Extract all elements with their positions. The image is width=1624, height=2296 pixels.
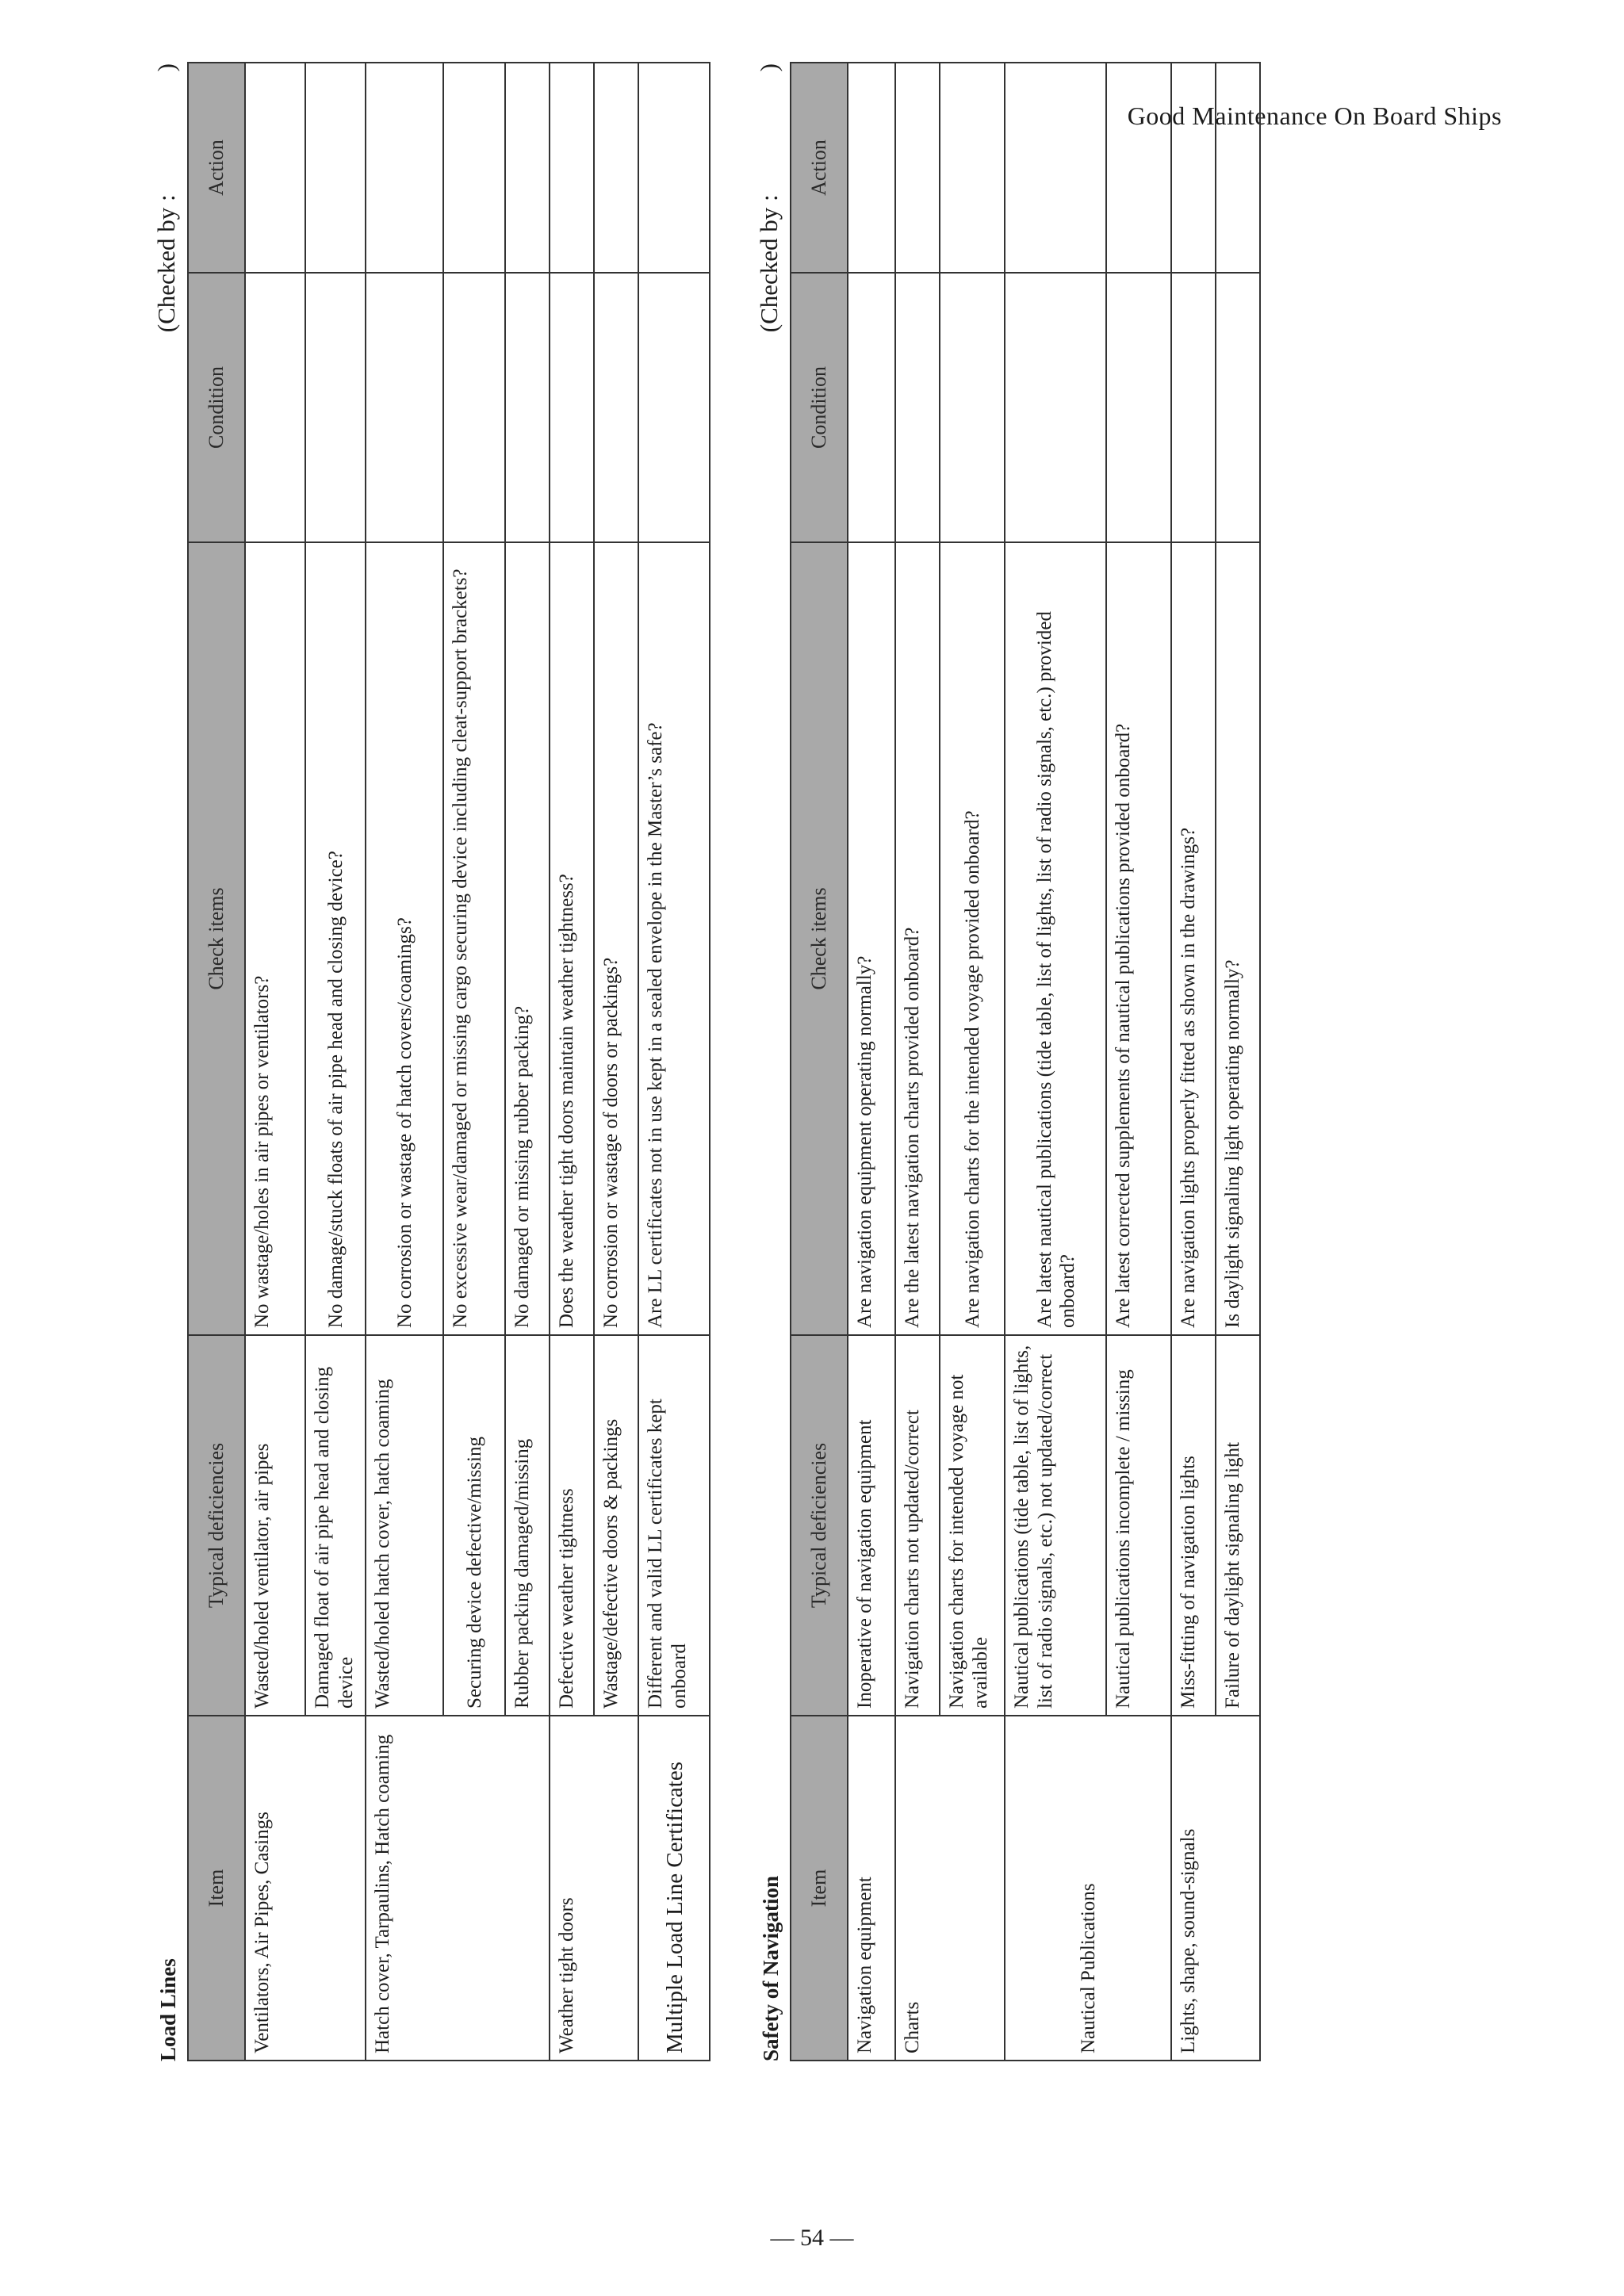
check-cell: Are LL certificates not in use kept in a sealed envelope in the Master’s safe? <box>638 542 710 1335</box>
col-header-deficiencies: Typical deficiencies <box>188 1335 245 1716</box>
item-cell: Navigation equipment <box>848 1716 895 2061</box>
item-cell: Ventilators, Air Pipes, Casings <box>245 1716 366 2061</box>
action-cell[interactable] <box>245 63 305 273</box>
page-number: — 54 — <box>770 2225 854 2251</box>
deficiency-cell: Rubber packing damaged/missing <box>505 1335 550 1716</box>
check-cell: Are navigation charts for the intended voyage provided onboard? <box>940 542 1005 1335</box>
condition-cell[interactable] <box>505 273 550 542</box>
deficiency-cell: Navigation charts for intended voyage not available <box>940 1335 1005 1716</box>
check-cell: Are the latest navigation charts provided onboard? <box>895 542 940 1335</box>
condition-cell[interactable] <box>895 273 940 542</box>
action-cell[interactable] <box>940 63 1005 273</box>
safety-navigation-section <box>745 63 1261 2061</box>
deficiency-cell: Wasted/holed hatch cover, hatch coaming <box>366 1335 443 1716</box>
check-cell: No excessive wear/damaged or missing cargo securing device including cleat-support brackets? <box>443 542 505 1335</box>
table-row <box>848 63 895 2061</box>
item-cell: Lights, shape, sound-signals <box>1171 1716 1260 2061</box>
item-cell: Nautical Publications <box>1005 1716 1171 2061</box>
check-cell: No damage/stuck floats of air pipe head and closing device? <box>305 542 366 1335</box>
col-header-condition: Condition <box>791 273 848 542</box>
action-cell[interactable] <box>1216 63 1260 273</box>
condition-cell[interactable] <box>1005 273 1106 542</box>
table-row <box>1005 63 1106 2061</box>
action-cell[interactable] <box>1106 63 1171 273</box>
condition-cell[interactable] <box>1216 273 1260 542</box>
table-row <box>638 63 710 2061</box>
deficiency-cell: Defective weather tightness <box>550 1335 594 1716</box>
deficiency-cell: Nautical publications (tide table, list of lights, list of radio signals, etc.) not updated/correct <box>1005 1335 1106 1716</box>
check-cell: Are navigation lights properly fitted as shown in the drawings? <box>1171 542 1216 1335</box>
deficiency-cell: Damaged float of air pipe head and closing device <box>305 1335 366 1716</box>
condition-cell[interactable] <box>848 273 895 542</box>
condition-cell[interactable] <box>245 273 305 542</box>
condition-cell[interactable] <box>305 273 366 542</box>
check-cell: No corrosion or wastage of doors or packings? <box>594 542 638 1335</box>
deficiency-cell: Navigation charts not updated/correct <box>895 1335 940 1716</box>
action-cell[interactable] <box>638 63 710 273</box>
col-header-item: Item <box>188 1716 245 2061</box>
col-header-action: Action <box>188 63 245 273</box>
table-header-row <box>188 63 245 2061</box>
safety-navigation-table <box>790 62 1261 2061</box>
load-lines-heading <box>143 63 187 2061</box>
item-cell: Hatch cover, Tarpaulins, Hatch coaming <box>366 1716 550 2061</box>
load-lines-checked-by: (Checked by : ) <box>152 63 180 333</box>
deficiency-cell: Miss-fitting of navigation lights <box>1171 1335 1216 1716</box>
item-cell: Multiple Load Line Certificates <box>638 1716 710 2061</box>
deficiency-cell: Wasted/holed ventilator, air pipes <box>245 1335 305 1716</box>
action-cell[interactable] <box>366 63 443 273</box>
action-cell[interactable] <box>895 63 940 273</box>
load-lines-table <box>187 62 710 2061</box>
check-cell: Is daylight signaling light operating normally? <box>1216 542 1260 1335</box>
load-lines-section <box>143 63 710 2061</box>
col-header-deficiencies: Typical deficiencies <box>791 1335 848 1716</box>
check-cell: No wastage/holes in air pipes or ventilators? <box>245 542 305 1335</box>
check-cell: Does the weather tight doors maintain weather tightness? <box>550 542 594 1335</box>
action-cell[interactable] <box>848 63 895 273</box>
safety-navigation-heading <box>745 63 790 2061</box>
table-row <box>366 63 443 2061</box>
running-header: Good Maintenance On Board Ships <box>1127 101 1502 130</box>
action-cell[interactable] <box>443 63 505 273</box>
col-header-condition: Condition <box>188 273 245 542</box>
condition-cell[interactable] <box>366 273 443 542</box>
check-cell: Are latest corrected supplements of nautical publications provided onboard? <box>1106 542 1171 1335</box>
col-header-check: Check items <box>188 542 245 1335</box>
action-cell[interactable] <box>305 63 366 273</box>
item-cell: Charts <box>895 1716 1005 2061</box>
check-cell: No damaged or missing rubber packing? <box>505 542 550 1335</box>
deficiency-cell: Wastage/defective doors & packings <box>594 1335 638 1716</box>
table-row <box>1171 63 1216 2061</box>
check-cell: No corrosion or wastage of hatch covers/coamings? <box>366 542 443 1335</box>
condition-cell[interactable] <box>638 273 710 542</box>
deficiency-cell: Failure of daylight signaling light <box>1216 1335 1260 1716</box>
condition-cell[interactable] <box>443 273 505 542</box>
safety-navigation-checked-by: (Checked by : ) <box>755 63 783 333</box>
deficiency-cell: Inoperative of navigation equipment <box>848 1335 895 1716</box>
rotated-sheet <box>143 63 1332 2061</box>
load-lines-title: Load Lines <box>156 1958 180 2061</box>
action-cell[interactable] <box>1171 63 1216 273</box>
table-row <box>895 63 940 2061</box>
col-header-item: Item <box>791 1716 848 2061</box>
action-cell[interactable] <box>594 63 638 273</box>
item-cell: Weather tight doors <box>550 1716 638 2061</box>
condition-cell[interactable] <box>940 273 1005 542</box>
condition-cell[interactable] <box>1106 273 1171 542</box>
condition-cell[interactable] <box>594 273 638 542</box>
col-header-action: Action <box>791 63 848 273</box>
deficiency-cell: Securing device defective/missing <box>443 1335 505 1716</box>
action-cell[interactable] <box>550 63 594 273</box>
check-cell: Are navigation equipment operating normally? <box>848 542 895 1335</box>
table-row <box>550 63 594 2061</box>
condition-cell[interactable] <box>1171 273 1216 542</box>
check-cell: Are latest nautical publications (tide table, list of lights, list of radio signals, etc.) provided onboard? <box>1005 542 1106 1335</box>
col-header-check: Check items <box>791 542 848 1335</box>
condition-cell[interactable] <box>550 273 594 542</box>
deficiency-cell: Nautical publications incomplete / missing <box>1106 1335 1171 1716</box>
deficiency-cell: Different and valid LL certificates kept onboard <box>638 1335 710 1716</box>
safety-navigation-title: Safety of Navigation <box>759 1876 783 2061</box>
action-cell[interactable] <box>505 63 550 273</box>
table-header-row <box>791 63 848 2061</box>
action-cell[interactable] <box>1005 63 1106 273</box>
table-row <box>245 63 305 2061</box>
